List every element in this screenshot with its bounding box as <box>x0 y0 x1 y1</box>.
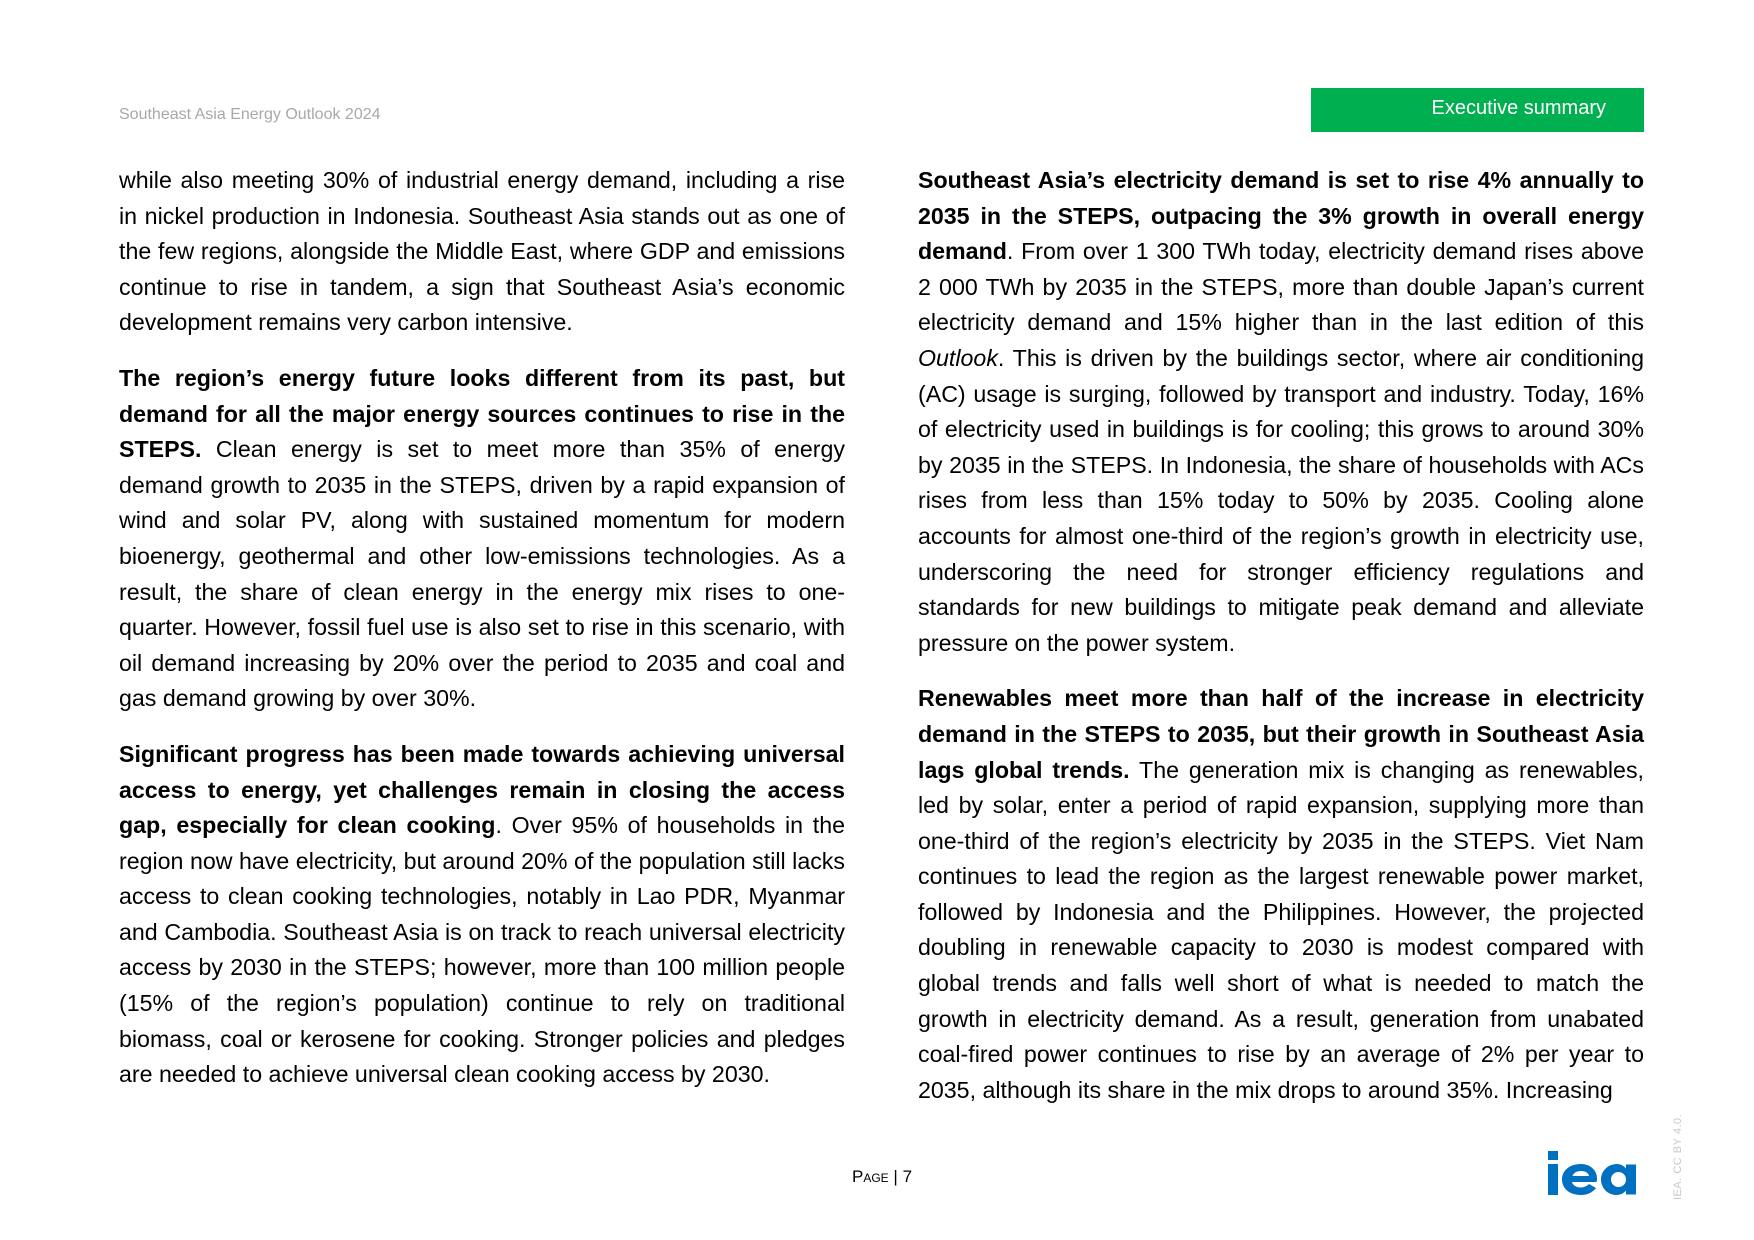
page-number-value: 7 <box>902 1167 913 1186</box>
paragraph-4-body-b: . This is driven by the buildings sector, where air conditioning (AC) usage is surging, followed by transport and industry. Today, 16% of electricity used in buildings is for cooling; this grows to around 30% by 2035 in the STEPS. In Indonesia, the share of households with ACs rises from less than 15% today to 50% by 2035. Cooling alone accounts for almost one-third of the region’s growth in electricity use, underscoring the need for stronger efficiency regulations and standards for new buildings to mitigate peak demand and alleviate pressure on the power system. <box>918 344 1644 656</box>
page-number <box>852 1167 912 1187</box>
right-column <box>918 163 1644 1128</box>
license-note: IEA. CC BY 4.0. <box>1672 1113 1684 1200</box>
paragraph-1-body: while also meeting 30% of industrial energy demand, including a rise in nickel production in Indonesia. Southeast Asia stands out as one of the few regions, alongside the Middle East, where GDP and emissions continue to rise in tandem, a sign that Southeast Asia’s economic development remains very carbon intensive. <box>119 167 845 336</box>
paragraph-2-body: Clean energy is set to meet more than 35% of energy demand growth to 2035 in the STEPS, driven by a rapid expansion of wind and solar PV, along with sustained momentum for modern bioenergy, geothermal and other low-emissions technologies. As a result, the share of clean energy in the energy mix rises to one-quarter. However, fossil fuel use is also set to rise in this scenario, with oil demand increasing by 20% over the period to 2035 and coal and gas demand growing by over 30%. <box>119 436 845 712</box>
running-title: Southeast Asia Energy Outlook 2024 <box>119 106 381 123</box>
left-column <box>119 163 845 1113</box>
paragraph-3-lead: Significant progress has been made towards achieving universal access to energy, yet challenges remain in closing the access gap, especially for clean cooking <box>119 740 845 839</box>
paragraph-3 <box>119 737 845 1093</box>
section-tab: Executive summary <box>1311 88 1644 132</box>
paragraph-5-lead: Renewables meet more than half of the increase in electricity demand in the STEPS to 2035, but their growth in Southeast Asia lags global trends. <box>918 685 1644 783</box>
paragraph-4 <box>918 163 1644 661</box>
paragraph-1 <box>119 163 845 341</box>
paragraph-5-body: The generation mix is changing as renewables, led by solar, enter a period of rapid expansion, supplying more than one-third of the region’s electricity by 2035 in the STEPS. Viet Nam continues to lead the region as the largest renewable power market, followed by Indonesia and the Philippines. However, the projected doubling in renewable capacity to 2030 is modest compared with global trends and falls well short of what is needed to match the growth in electricity demand. As a result, generation from unabated coal-fired power continues to rise by an average of 2% per year to 2035, although its share in the mix drops to around 35%. Increasing <box>918 756 1644 1103</box>
paragraph-2-lead: The region’s energy future looks different from its past, but demand for all the major energy sources continues to rise in the STEPS. <box>119 364 845 463</box>
paragraph-4-body-a: . From over 1 300 TWh today, electricity demand rises above 2 000 TWh by 2035 in the STEPS, more than double Japan’s current electricity demand and 15% higher than in the last edition of this <box>918 238 1644 336</box>
outlook-italic: Outlook <box>918 344 998 371</box>
paragraph-4-lead: Southeast Asia’s electricity demand is set to rise 4% annually to 2035 in the STEPS, outpacing the 3% growth in overall energy demand <box>918 167 1644 265</box>
paragraph-2 <box>119 361 845 717</box>
paragraph-3-body: . Over 95% of households in the region now have electricity, but around 20% of the population still lacks access to clean cooking technologies, notably in Lao PDR, Myanmar and Cambodia. Southeast Asia is on track to reach universal electricity access by 2030 in the STEPS; however, more than 100 million people (15% of the region’s population) continue to rely on traditional biomass, coal or kerosene for cooking. Stronger policies and pledges are needed to achieve universal clean cooking access by 2030. <box>119 812 845 1088</box>
page-separator: | <box>888 1167 903 1186</box>
page-label: Page <box>852 1167 889 1186</box>
paragraph-5 <box>918 681 1644 1108</box>
iea-logo <box>1548 1151 1648 1195</box>
